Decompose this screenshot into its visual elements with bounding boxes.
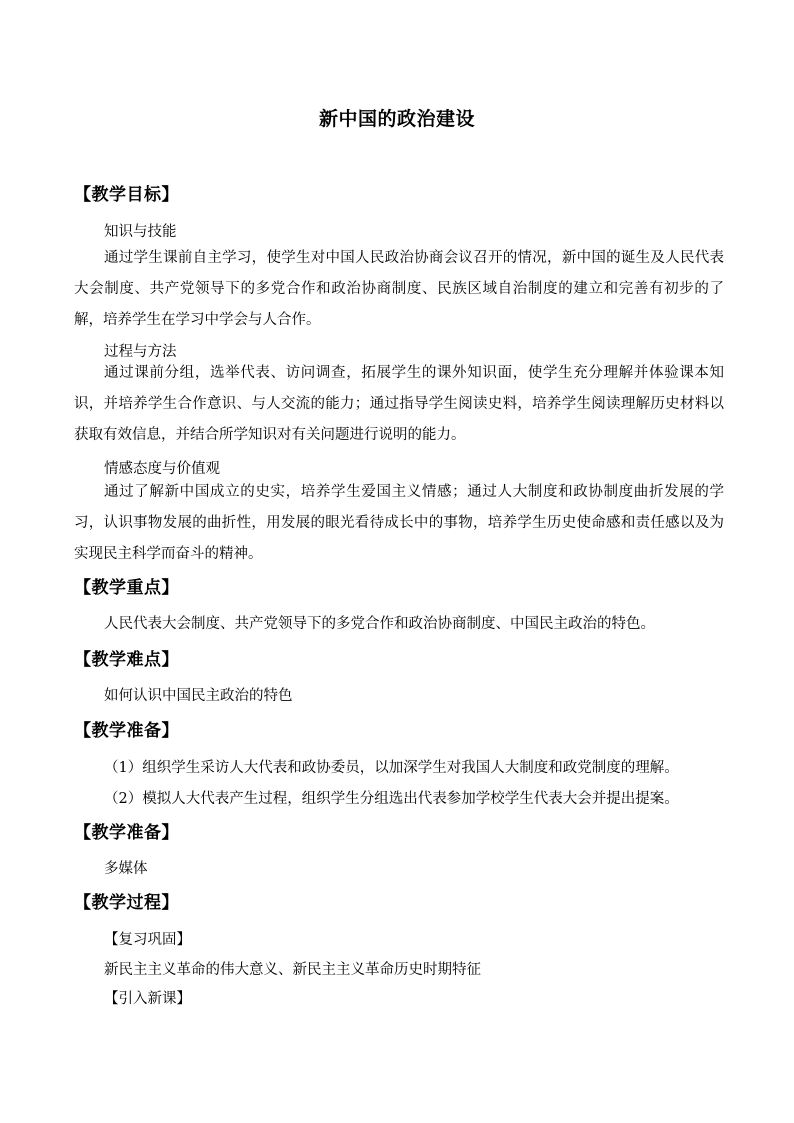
- page-title: 新中国的政治建设: [318, 108, 475, 130]
- process-methods-label: 过程与方法: [104, 344, 177, 360]
- key-points-text: 人民代表大会制度、共产党领导下的多党合作和政治协商制度、中国民主政治的特色。: [104, 616, 655, 632]
- key-points-heading: 【教学重点】: [74, 578, 179, 598]
- knowledge-skills-text: 通过学生课前自主学习，使学生对中国人民政治协商会议召开的情况，新中国的诞生及人民代表大会制度、共产党领导下的多党合作和政治协商制度、民族区域自治制度的建立和完善有初步的了解，培养学生在学习中学会与人合作。: [74, 250, 724, 328]
- emotion-values-text: 通过了解新中国成立的史实，培养学生爱国主义情感；通过人大制度和政协制度曲折发展的学习，认识事物发展的曲折性，用发展的眼光看待成长中的事物，培养学生历史使命感和责任感以及为实现民主科学而奋斗的精神。: [74, 484, 724, 562]
- preparation-item-1: （1）组织学生采访人大代表和政协委员，以加深学生对我国人大制度和政党制度的理解。: [104, 760, 679, 776]
- objectives-heading: 【教学目标】: [74, 185, 179, 205]
- preparation-heading: 【教学准备】: [74, 721, 179, 741]
- preparation2-text: 多媒体: [104, 861, 148, 877]
- intro-label: 【引入新课】: [104, 991, 191, 1007]
- difficulties-text: 如何认识中国民主政治的特色: [104, 688, 293, 704]
- preparation-item-2: （2）模拟人大代表产生过程，组织学生分组选出代表参加学校学生代表大会并提出提案。: [104, 791, 679, 807]
- preparation2-heading: 【教学准备】: [74, 823, 179, 843]
- process-methods-text: 通过课前分组，选举代表、访问调查，拓展学生的课外知识面，使学生充分理解并体验课本知识，并培养学生合作意识、与人交流的能力；通过指导学生阅读史料，培养学生阅读理解历史材料以获取有效信息，并结合所学知识对有关问题进行说明的能力。: [74, 365, 724, 443]
- review-text: 新民主主义革命的伟大意义、新民主主义革命历史时期特征: [104, 962, 481, 978]
- difficulties-heading: 【教学难点】: [74, 650, 179, 670]
- review-label: 【复习巩固】: [104, 932, 191, 948]
- knowledge-skills-label: 知识与技能: [104, 224, 177, 240]
- emotion-values-label: 情感态度与价值观: [104, 461, 220, 477]
- teaching-process-heading: 【教学过程】: [74, 893, 179, 913]
